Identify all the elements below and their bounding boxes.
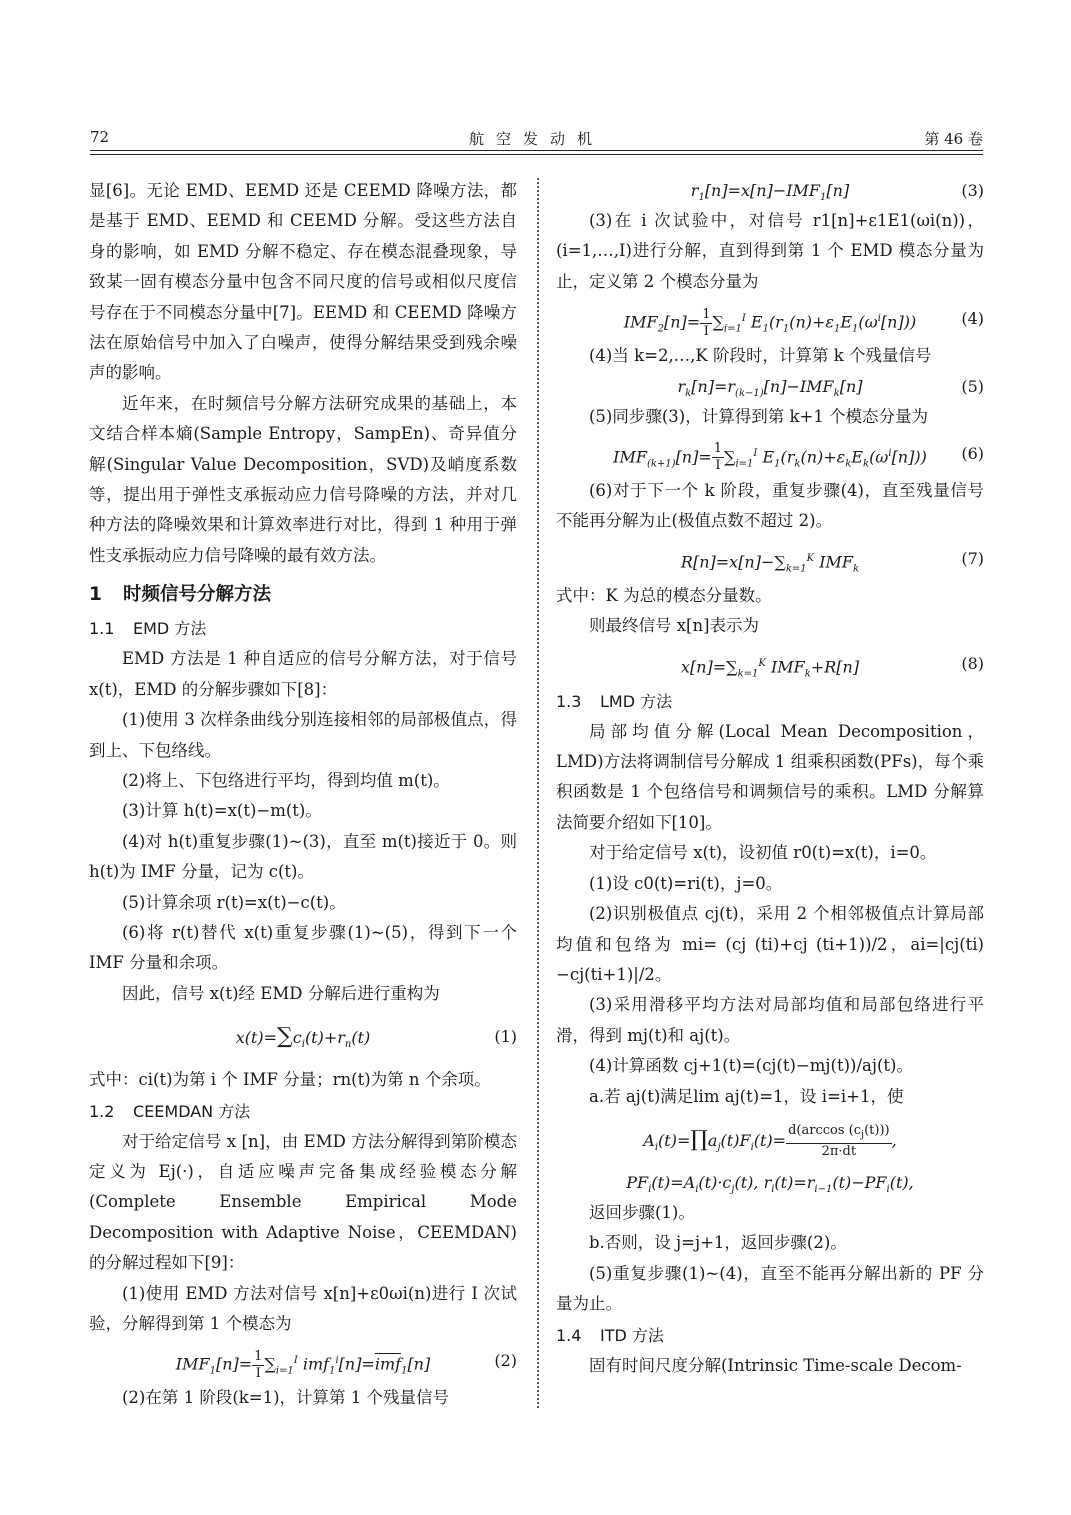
subsection-number: 1.2 bbox=[89, 1101, 115, 1121]
equation-5 bbox=[556, 372, 984, 402]
volume-label: 第 46 卷 bbox=[924, 130, 983, 148]
subsection-heading bbox=[89, 1098, 517, 1126]
step-item: b.否则，设 j=j+1，返回步骤(2)。 bbox=[589, 1233, 847, 1253]
subsection-number: 1.1 bbox=[89, 619, 115, 639]
subsection-title: LMD 方法 bbox=[600, 691, 673, 711]
paragraph: 近年来，在时频信号分解方法研究成果的基础上，本文结合样本熵(Sample Entropy，SampEn)、奇异值分解(Singular Value Decomposition，SVD)及峭度系数等，提出用于弹性支承振动应力信号降噪的方法，并对几种方法的降噪效果和计算效率进行对比，得到 1 种用于弹性支承振动应力信号降噪的最有效方法。 bbox=[89, 393, 517, 565]
page-number: 72 bbox=[90, 128, 110, 146]
step-item: (2)将上、下包络进行平均，得到均值 m(t)。 bbox=[122, 770, 450, 790]
step-item: (2)在第 1 阶段(k=1)，计算第 1 个残量信号 bbox=[122, 1388, 450, 1408]
equation-ai bbox=[556, 1112, 984, 1168]
paragraph: 对于给定信号 x [n]，由 EMD 方法分解得到第阶模态定义为 Ej(·)，自适应噪声完备集成经验模态分解 (Complete Ensemble Empirical Mode Decomposition with Adaptive Noise，CEEMDAN)的分解过程如下[9]： bbox=[89, 1131, 517, 1273]
section-title: 时频信号分解方法 bbox=[123, 584, 272, 606]
equation-body: $x(t)=\sum c_i(t)+r_n(t)$ bbox=[235, 1024, 371, 1051]
equation-6 bbox=[556, 432, 984, 476]
equation-number: (8) bbox=[961, 653, 984, 673]
equation-body: $r_1[n]=x[n]-IMF_1[n]$ bbox=[690, 181, 850, 204]
equation-number: (7) bbox=[961, 548, 984, 568]
step-item: (1)使用 EMD 方法对信号 x[n]+ε0ωi(n)进行 I 次试验，分解得到第 1 个模态为 bbox=[89, 1283, 517, 1333]
equation-pfi bbox=[556, 1168, 984, 1198]
equation-3 bbox=[556, 176, 984, 206]
equation-body: $r_k[n]=r_{(k-1)}[n]-IMF_k[n]$ bbox=[677, 376, 863, 399]
equation-number: (5) bbox=[961, 376, 984, 396]
step-item: (2)识别极值点 cj(t)，采用 2 个相邻极值点计算局部均值和包络为 mi= (cj (ti)+cj (ti+1))/2，ai=|cj(ti)−cj(ti+1)|/2。 bbox=[556, 904, 984, 984]
equation-7 bbox=[556, 537, 984, 581]
step-item: (1)设 c0(t)=ri(t)，j=0。 bbox=[589, 873, 783, 893]
equation-body: $PF_i(t)=A_i(t)\cdot c_j(t)$, $r_i(t)=r_{i-1}(t)-PF_i(t)$, bbox=[626, 1172, 914, 1196]
step-item: 返回步骤(1)。 bbox=[589, 1202, 695, 1222]
paragraph: 局部均值分解(Local Mean Decomposition，LMD)方法将调制信号分解成 1 组乘积函数(PFs)，每个乘积函数是 1 个包络信号和调频信号的乘积。LMD 分解算法简要介绍如下[10]。 bbox=[556, 721, 984, 832]
step-item: (4)计算函数 cj+1(t)=(cj(t)−mj(t))/aj(t)。 bbox=[589, 1056, 913, 1076]
equation-number: (1) bbox=[494, 1027, 517, 1047]
equation-body: $IMF_{(k+1)}[n]=$ $\frac{1}{I}$ $\sum_{i=1}^I$ $E_1(r_k(n)+\varepsilon_kE_k(\omega^i[n]))$ bbox=[613, 441, 927, 474]
equation-number: (6) bbox=[961, 444, 984, 464]
column-divider bbox=[537, 178, 539, 1408]
subsection-number: 1.4 bbox=[556, 1325, 582, 1345]
section-number: 1 bbox=[89, 584, 102, 606]
equation-body: $x[n]=\sum_{k=1}^K$ $IMF_k+R[n]$ bbox=[680, 656, 860, 680]
header-rule-thick bbox=[90, 150, 983, 151]
header-rule-thin bbox=[90, 154, 983, 155]
section-heading bbox=[89, 580, 517, 610]
step-item: (3)计算 h(t)=x(t)−m(t)。 bbox=[122, 801, 322, 821]
step-item: (4)对 h(t)重复步骤(1)~(3)，直至 m(t)接近于 0。则 h(t)为 IMF 分量，记为 c(t)。 bbox=[89, 831, 517, 882]
paragraph: EMD 方法是 1 种自适应的信号分解方法，对于信号 x(t)，EMD 的分解步骤如下[8]： bbox=[89, 649, 517, 699]
equation-2 bbox=[89, 1339, 517, 1383]
step-item: (1)使用 3 次样条曲线分别连接相邻的局部极值点，得到上、下包络线。 bbox=[89, 710, 517, 760]
paragraph: 式中：ci(t)为第 i 个 IMF 分量；rn(t)为第 n 个余项。 bbox=[89, 1070, 491, 1090]
step-item: (3)在 i 次试验中，对信号 r1[n]+ε1E1(ωi(n))，(i=1,…,I)进行分解，直到得到第 1 个 EMD 模态分量为止，定义第 2 个模态分量为 bbox=[556, 211, 984, 291]
journal-title: 航空发动机 bbox=[468, 130, 604, 148]
equation-body: $IMF_1[n]=$ $\frac{1}{I}$ $\sum_{i=1}^I$ $imf_1^i[n]=\overline{imf}_1[n]$ bbox=[175, 1348, 431, 1381]
subsection-title: EMD 方法 bbox=[133, 619, 207, 639]
paragraph: 对于给定信号 x(t)，设初值 r0(t)=x(t)，i=0。 bbox=[589, 843, 937, 863]
paragraph: 因此，信号 x(t)经 EMD 分解后进行重构为 bbox=[122, 983, 440, 1003]
step-item: (6)将 r(t)替代 x(t)重复步骤(1)~(5)，得到下一个 IMF 分量和余项。 bbox=[89, 922, 517, 973]
subsection-heading bbox=[556, 1322, 984, 1350]
subsection-title: CEEMDAN 方法 bbox=[133, 1101, 251, 1121]
equation-number: (4) bbox=[961, 309, 984, 329]
paragraph: 固有时间尺度分解(Intrinsic Time-scale Decom- bbox=[589, 1355, 962, 1375]
left-column bbox=[89, 176, 517, 1414]
equation-body: $R[n]=x[n]-\sum_{k=1}^K$ $IMF_k$ bbox=[680, 552, 860, 575]
right-column bbox=[556, 176, 984, 1381]
page-header bbox=[90, 128, 983, 150]
step-item: (3)采用滑移平均方法对局部均值和局部包络进行平滑，得到 mj(t)和 aj(t)。 bbox=[556, 995, 984, 1045]
paragraph: 式中：K 为总的模态分量数。 bbox=[556, 585, 772, 605]
subsection-heading bbox=[89, 615, 517, 643]
equation-number: (3) bbox=[961, 181, 984, 200]
step-item: (4)当 k=2,…,K 阶段时，计算第 k 个残量信号 bbox=[589, 346, 932, 366]
step-item: (5)同步骤(3)，计算得到第 k+1 个模态分量为 bbox=[589, 406, 929, 426]
step-item: (6)对于下一个 k 阶段，重复步骤(4)，直至残量信号不能再分解为止(极值点数不超过 2)。 bbox=[556, 481, 984, 531]
equation-body: $A_i(t)=\prod a_j(t)F_i(t)=$ $\frac{d(\arccos (c_j(t)))}{2\pi\cdot dt}$ , bbox=[643, 1122, 897, 1160]
equation-1 bbox=[89, 1009, 517, 1065]
subsection-number: 1.3 bbox=[556, 691, 582, 711]
equation-8 bbox=[556, 642, 984, 686]
step-item: a.若 aj(t)满足lim aj(t)=1，设 i=i+1，使 bbox=[589, 1086, 904, 1106]
paragraph: 则最终信号 x[n]表示为 bbox=[589, 616, 760, 636]
equation-number: (2) bbox=[494, 1351, 517, 1371]
equation-body: $IMF_2[n]=$ $\frac{1}{I}$ $\sum_{i=1}^I$ $E_1(r_1(n)+\varepsilon_1E_1(\omega^i[n]))$ bbox=[623, 306, 917, 339]
step-item: (5)重复步骤(1)~(4)，直至不能再分解出新的 PF 分量为止。 bbox=[556, 1263, 984, 1314]
paragraph: 显[6]。无论 EMD、EEMD 还是 CEEMD 降噪方法，都是基于 EMD、EEMD 和 CEEMD 分解。受这些方法自身的影响，如 EMD 分解不稳定、存在模态混叠现象，导致某一固有模态分量中包含不同尺度的信号或相似尺度信号存在于不同模态分量中[7]。EEMD 和 CEEMD 降噪方法在原始信号中加入了白噪声，使得分解结果受到残余噪声的影响。 bbox=[89, 181, 517, 383]
equation-4 bbox=[556, 297, 984, 341]
subsection-title: ITD 方法 bbox=[600, 1325, 664, 1345]
step-item: (5)计算余项 r(t)=x(t)−c(t)。 bbox=[122, 892, 346, 912]
